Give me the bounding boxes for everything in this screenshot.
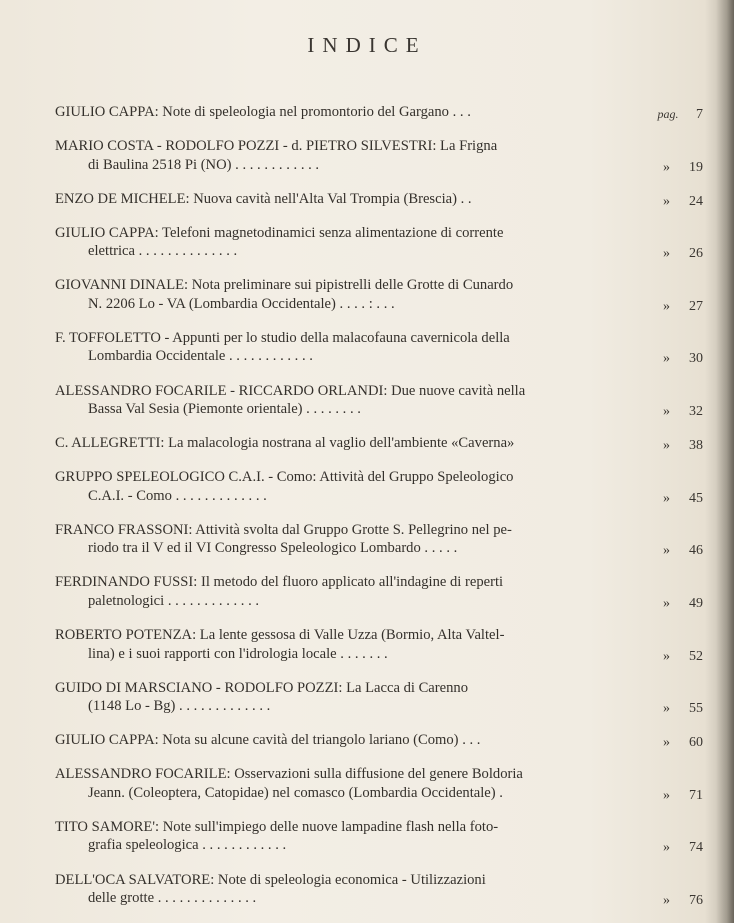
page-marker: » xyxy=(663,246,670,262)
entry-text: GRUPPO SPELEOLOGICO C.A.I. - Como: Attività del Gruppo Speleologico xyxy=(55,469,514,486)
page-reference xyxy=(658,193,704,212)
page-reference xyxy=(658,595,704,614)
index-entry xyxy=(55,468,703,505)
page-reference xyxy=(658,490,704,509)
page-reference xyxy=(658,298,704,317)
page-marker: » xyxy=(663,648,670,664)
index-list xyxy=(55,103,703,923)
index-entry xyxy=(55,103,703,122)
index-entry xyxy=(55,434,703,453)
page-marker: » xyxy=(663,298,670,314)
entry-text: FERDINANDO FUSSI: Il metodo del fluoro applicato all'indagine di reperti xyxy=(55,574,504,591)
page-reference xyxy=(658,542,704,561)
entry-text-continuation: lina) e i suoi rapporti con l'idrologia locale . . . . . . . xyxy=(88,645,388,662)
page-number: 60 xyxy=(689,735,703,751)
page-reference xyxy=(658,892,704,911)
page-number: 32 xyxy=(689,404,703,420)
page-reference xyxy=(658,159,704,178)
entry-text: C. ALLEGRETTI: La malacologia nostrana al vaglio dell'ambiente «Caverna» xyxy=(55,435,515,452)
book-spine-shadow xyxy=(716,0,734,923)
entry-text-continuation: N. 2206 Lo - VA (Lombardia Occidentale) . . . . : . . . xyxy=(88,295,395,312)
page-number: 7 xyxy=(696,107,703,122)
page-marker: » xyxy=(663,787,670,803)
page-reference xyxy=(658,105,704,125)
page-reference xyxy=(658,839,704,858)
page-number: 55 xyxy=(689,701,703,717)
page-marker: » xyxy=(663,404,670,420)
page-reference xyxy=(658,787,704,806)
page-marker: » xyxy=(663,595,670,611)
entry-text: FRANCO FRASSONI: Attività svolta dal Gruppo Grotte S. Pellegrino nel pe- xyxy=(55,521,512,538)
page-reference xyxy=(658,437,704,456)
page-reference xyxy=(658,734,704,753)
page-number: 46 xyxy=(689,543,703,559)
entry-text-continuation: grafia speleologica . . . . . . . . . . . . xyxy=(88,837,287,854)
entry-text-continuation: elettrica . . . . . . . . . . . . . . xyxy=(88,243,238,260)
entry-text-continuation: delle grotte . . . . . . . . . . . . . . xyxy=(88,890,257,906)
entry-text: F. TOFFOLETTO - Appunti per lo studio della malacofauna cavernicola della xyxy=(55,329,510,346)
page-number: 45 xyxy=(689,490,703,506)
page-marker: » xyxy=(663,159,670,175)
page-marker: » xyxy=(663,438,670,454)
entry-text: GIULIO CAPPA: Note di speleologia nel promontorio del Gargano . . . xyxy=(55,104,471,120)
entry-text: GUIDO DI MARSCIANO - RODOLFO POZZI: La Lacca di Carenno xyxy=(55,679,469,696)
entry-text-continuation: Jeann. (Coleoptera, Catopidae) nel comasco (Lombardia Occidentale) . xyxy=(88,784,503,801)
index-entry xyxy=(55,679,703,716)
page-reference xyxy=(658,648,704,667)
entry-text-continuation: paletnologici . . . . . . . . . . . . . xyxy=(88,592,260,609)
page-marker: » xyxy=(663,193,670,209)
page-marker: pag. xyxy=(657,107,679,121)
page-number: 26 xyxy=(689,246,703,262)
page-marker: » xyxy=(663,735,670,751)
page-number: 19 xyxy=(689,159,703,175)
entry-text: DELL'OCA SALVATORE: Note di speleologia economica - Utilizzazioni xyxy=(55,871,486,888)
page-marker: » xyxy=(663,840,670,856)
page-number: 52 xyxy=(689,648,703,664)
entry-text-continuation: Bassa Val Sesia (Piemonte orientale) . . . . . . . . xyxy=(88,401,361,418)
page-marker: » xyxy=(663,701,670,717)
page-number: 24 xyxy=(689,193,703,209)
index-entry xyxy=(55,329,703,366)
page-number: 49 xyxy=(689,595,703,611)
page-number: 30 xyxy=(689,351,703,367)
index-entry xyxy=(55,765,703,802)
page-number: 27 xyxy=(689,298,703,314)
page-reference xyxy=(658,350,704,369)
entry-text: GIOVANNI DINALE: Nota preliminare sui pipistrelli delle Grotte di Cunardo xyxy=(55,277,514,294)
entry-text: ENZO DE MICHELE: Nuova cavità nell'Alta Val Trompia (Brescia) . . xyxy=(55,190,472,207)
page-reference xyxy=(658,700,704,719)
index-entry xyxy=(55,573,703,610)
page-number: 71 xyxy=(689,787,703,803)
index-entry xyxy=(55,137,703,174)
index-entry xyxy=(55,818,703,855)
entry-text: ALESSANDRO FOCARILE: Osservazioni sulla diffusione del genere Boldoria xyxy=(55,766,523,783)
entry-text: GIULIO CAPPA: Telefoni magnetodinamici senza alimentazione di corrente xyxy=(55,224,504,241)
entry-text-continuation: Lombardia Occidentale . . . . . . . . . . . . xyxy=(88,348,313,365)
entry-text: GIULIO CAPPA: Nota su alcune cavità del triangolo lariano (Como) . . . xyxy=(55,732,481,749)
index-entry xyxy=(55,871,703,908)
page-reference xyxy=(658,245,704,264)
entry-text-continuation: riodo tra il V ed il VI Congresso Speleologico Lombardo . . . . . xyxy=(88,540,458,557)
entry-text: TITO SAMORE': Note sull'impiego delle nuove lampadine flash nella foto- xyxy=(55,818,499,835)
index-entry xyxy=(55,521,703,558)
index-entry xyxy=(55,276,703,313)
page-marker: » xyxy=(663,351,670,367)
entry-text: ROBERTO POTENZA: La lente gessosa di Valle Uzza (Bormio, Alta Valtel- xyxy=(55,627,505,644)
page-reference xyxy=(658,403,704,422)
entry-text-continuation: (1148 Lo - Bg) . . . . . . . . . . . . . xyxy=(88,698,271,715)
page-marker: » xyxy=(663,543,670,559)
entry-text-continuation: C.A.I. - Como . . . . . . . . . . . . . xyxy=(88,487,267,504)
page-number: 76 xyxy=(689,893,703,908)
index-entry xyxy=(55,224,703,261)
entry-text-continuation: di Baulina 2518 Pi (NO) . . . . . . . . . . . . xyxy=(88,156,320,173)
page-marker: » xyxy=(663,490,670,506)
index-entry xyxy=(55,190,703,209)
index-entry xyxy=(55,626,703,663)
index-entry xyxy=(55,731,703,750)
page-marker: » xyxy=(663,893,670,908)
page-title: INDICE xyxy=(307,33,427,57)
index-entry xyxy=(55,382,703,419)
page-number: 74 xyxy=(689,840,703,856)
entry-text: ALESSANDRO FOCARILE - RICCARDO ORLANDI: Due nuove cavità nella xyxy=(55,382,526,399)
entry-text: MARIO COSTA - RODOLFO POZZI - d. PIETRO SILVESTRI: La Frigna xyxy=(55,138,498,155)
page-number: 38 xyxy=(689,438,703,454)
